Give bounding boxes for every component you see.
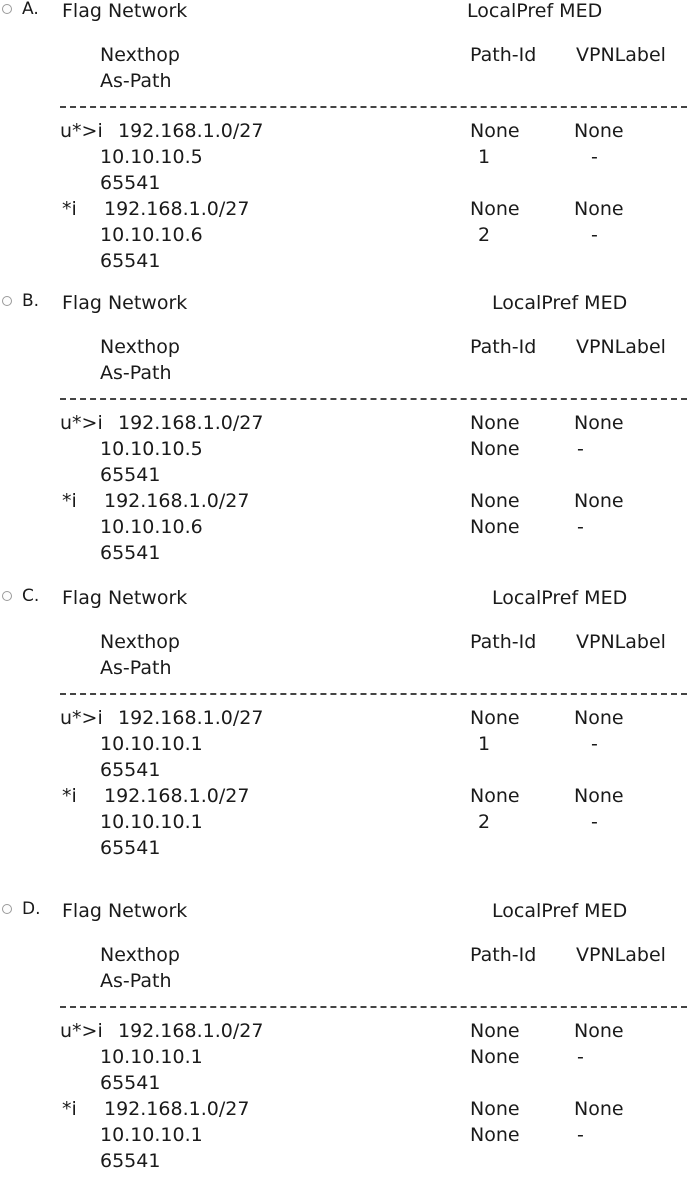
option-letter: A. bbox=[22, 0, 39, 19]
route-med: None bbox=[574, 412, 624, 434]
header-localpref-med: LocalPref MED bbox=[492, 587, 628, 609]
route-nexthop: 10.10.10.1 bbox=[100, 1124, 203, 1146]
route-entry bbox=[0, 785, 687, 863]
header-vpn-label: VPNLabel bbox=[576, 336, 666, 358]
header-path-id: Path-Id bbox=[470, 336, 537, 358]
header-nexthop: Nexthop bbox=[100, 336, 180, 358]
route-vpn-label: - bbox=[591, 146, 598, 168]
option-b[interactable] bbox=[0, 292, 687, 572]
header-path-id: Path-Id bbox=[470, 631, 537, 653]
route-med: None bbox=[574, 120, 624, 142]
route-flag: *i bbox=[62, 785, 77, 807]
route-path-id: None bbox=[470, 1124, 520, 1146]
route-localpref: None bbox=[470, 412, 520, 434]
route-nexthop: 10.10.10.1 bbox=[100, 1046, 203, 1068]
header-as-path: As-Path bbox=[100, 970, 172, 992]
route-med: None bbox=[574, 707, 624, 729]
header-flag-network: Flag Network bbox=[62, 587, 188, 609]
header-as-path: As-Path bbox=[100, 657, 172, 679]
route-med: None bbox=[574, 198, 624, 220]
route-vpn-label: - bbox=[591, 224, 598, 246]
route-med: None bbox=[574, 1020, 624, 1042]
route-path-id: 1 bbox=[478, 733, 491, 755]
route-med: None bbox=[574, 1098, 624, 1120]
route-localpref: None bbox=[470, 785, 520, 807]
route-entry bbox=[0, 490, 687, 568]
header-nexthop: Nexthop bbox=[100, 944, 180, 966]
route-vpn-label: - bbox=[577, 1046, 584, 1068]
header-flag-network: Flag Network bbox=[62, 900, 188, 922]
route-localpref: None bbox=[470, 120, 520, 142]
route-path-id: None bbox=[470, 1046, 520, 1068]
separator-line bbox=[60, 693, 687, 695]
route-path-id: None bbox=[470, 438, 520, 460]
route-med: None bbox=[574, 490, 624, 512]
route-vpn-label: - bbox=[577, 1124, 584, 1146]
route-flag: u*>i bbox=[60, 412, 103, 434]
route-flag: u*>i bbox=[60, 1020, 103, 1042]
route-network: 192.168.1.0/27 bbox=[118, 120, 264, 142]
separator-line bbox=[60, 1006, 687, 1008]
route-path-id: 2 bbox=[478, 224, 491, 246]
route-entry bbox=[0, 1098, 687, 1176]
route-network: 192.168.1.0/27 bbox=[104, 1098, 250, 1120]
header-as-path: As-Path bbox=[100, 362, 172, 384]
route-flag: *i bbox=[62, 1098, 77, 1120]
route-localpref: None bbox=[470, 490, 520, 512]
option-c[interactable] bbox=[0, 587, 687, 867]
route-flag: *i bbox=[62, 490, 77, 512]
separator-line bbox=[60, 106, 687, 108]
radio-button[interactable] bbox=[2, 4, 12, 14]
route-entry bbox=[0, 120, 687, 198]
route-nexthop: 10.10.10.6 bbox=[100, 516, 203, 538]
separator-line bbox=[60, 398, 687, 400]
option-letter: B. bbox=[22, 291, 40, 311]
header-nexthop: Nexthop bbox=[100, 44, 180, 66]
radio-button[interactable] bbox=[2, 296, 12, 306]
route-localpref: None bbox=[470, 1098, 520, 1120]
route-as-path: 65541 bbox=[100, 1072, 161, 1094]
radio-button[interactable] bbox=[2, 904, 12, 914]
route-as-path: 65541 bbox=[100, 542, 161, 564]
route-network: 192.168.1.0/27 bbox=[118, 1020, 264, 1042]
header-as-path: As-Path bbox=[100, 70, 172, 92]
header-flag-network: Flag Network bbox=[62, 292, 188, 314]
route-localpref: None bbox=[470, 1020, 520, 1042]
header-flag-network: Flag Network bbox=[62, 0, 188, 22]
header-nexthop: Nexthop bbox=[100, 631, 180, 653]
route-nexthop: 10.10.10.5 bbox=[100, 146, 203, 168]
route-network: 192.168.1.0/27 bbox=[118, 707, 264, 729]
route-as-path: 65541 bbox=[100, 1150, 161, 1172]
route-network: 192.168.1.0/27 bbox=[104, 490, 250, 512]
route-flag: u*>i bbox=[60, 707, 103, 729]
option-letter: D. bbox=[22, 899, 41, 919]
route-network: 192.168.1.0/27 bbox=[104, 785, 250, 807]
route-as-path: 65541 bbox=[100, 172, 161, 194]
route-nexthop: 10.10.10.5 bbox=[100, 438, 203, 460]
route-path-id: None bbox=[470, 516, 520, 538]
route-path-id: 2 bbox=[478, 811, 491, 833]
route-network: 192.168.1.0/27 bbox=[118, 412, 264, 434]
option-d[interactable] bbox=[0, 900, 687, 1180]
route-network: 192.168.1.0/27 bbox=[104, 198, 250, 220]
route-nexthop: 10.10.10.6 bbox=[100, 224, 203, 246]
header-localpref-med: LocalPref MED bbox=[492, 292, 628, 314]
route-entry bbox=[0, 412, 687, 490]
route-localpref: None bbox=[470, 707, 520, 729]
route-path-id: 1 bbox=[478, 146, 491, 168]
route-nexthop: 10.10.10.1 bbox=[100, 811, 203, 833]
route-vpn-label: - bbox=[591, 733, 598, 755]
route-entry bbox=[0, 707, 687, 785]
route-as-path: 65541 bbox=[100, 837, 161, 859]
header-path-id: Path-Id bbox=[470, 944, 537, 966]
header-localpref-med: LocalPref MED bbox=[492, 900, 628, 922]
route-vpn-label: - bbox=[577, 516, 584, 538]
route-as-path: 65541 bbox=[100, 759, 161, 781]
option-letter: C. bbox=[22, 586, 40, 606]
header-vpn-label: VPNLabel bbox=[576, 944, 666, 966]
route-as-path: 65541 bbox=[100, 464, 161, 486]
route-med: None bbox=[574, 785, 624, 807]
route-flag: *i bbox=[62, 198, 77, 220]
route-flag: u*>i bbox=[60, 120, 103, 142]
option-a[interactable] bbox=[0, 0, 687, 280]
header-vpn-label: VPNLabel bbox=[576, 44, 666, 66]
route-localpref: None bbox=[470, 198, 520, 220]
route-entry bbox=[0, 198, 687, 276]
header-path-id: Path-Id bbox=[470, 44, 537, 66]
header-vpn-label: VPNLabel bbox=[576, 631, 666, 653]
route-nexthop: 10.10.10.1 bbox=[100, 733, 203, 755]
header-localpref-med: LocalPref MED bbox=[467, 0, 603, 22]
route-as-path: 65541 bbox=[100, 250, 161, 272]
route-vpn-label: - bbox=[591, 811, 598, 833]
radio-button[interactable] bbox=[2, 591, 12, 601]
route-vpn-label: - bbox=[577, 438, 584, 460]
route-entry bbox=[0, 1020, 687, 1098]
